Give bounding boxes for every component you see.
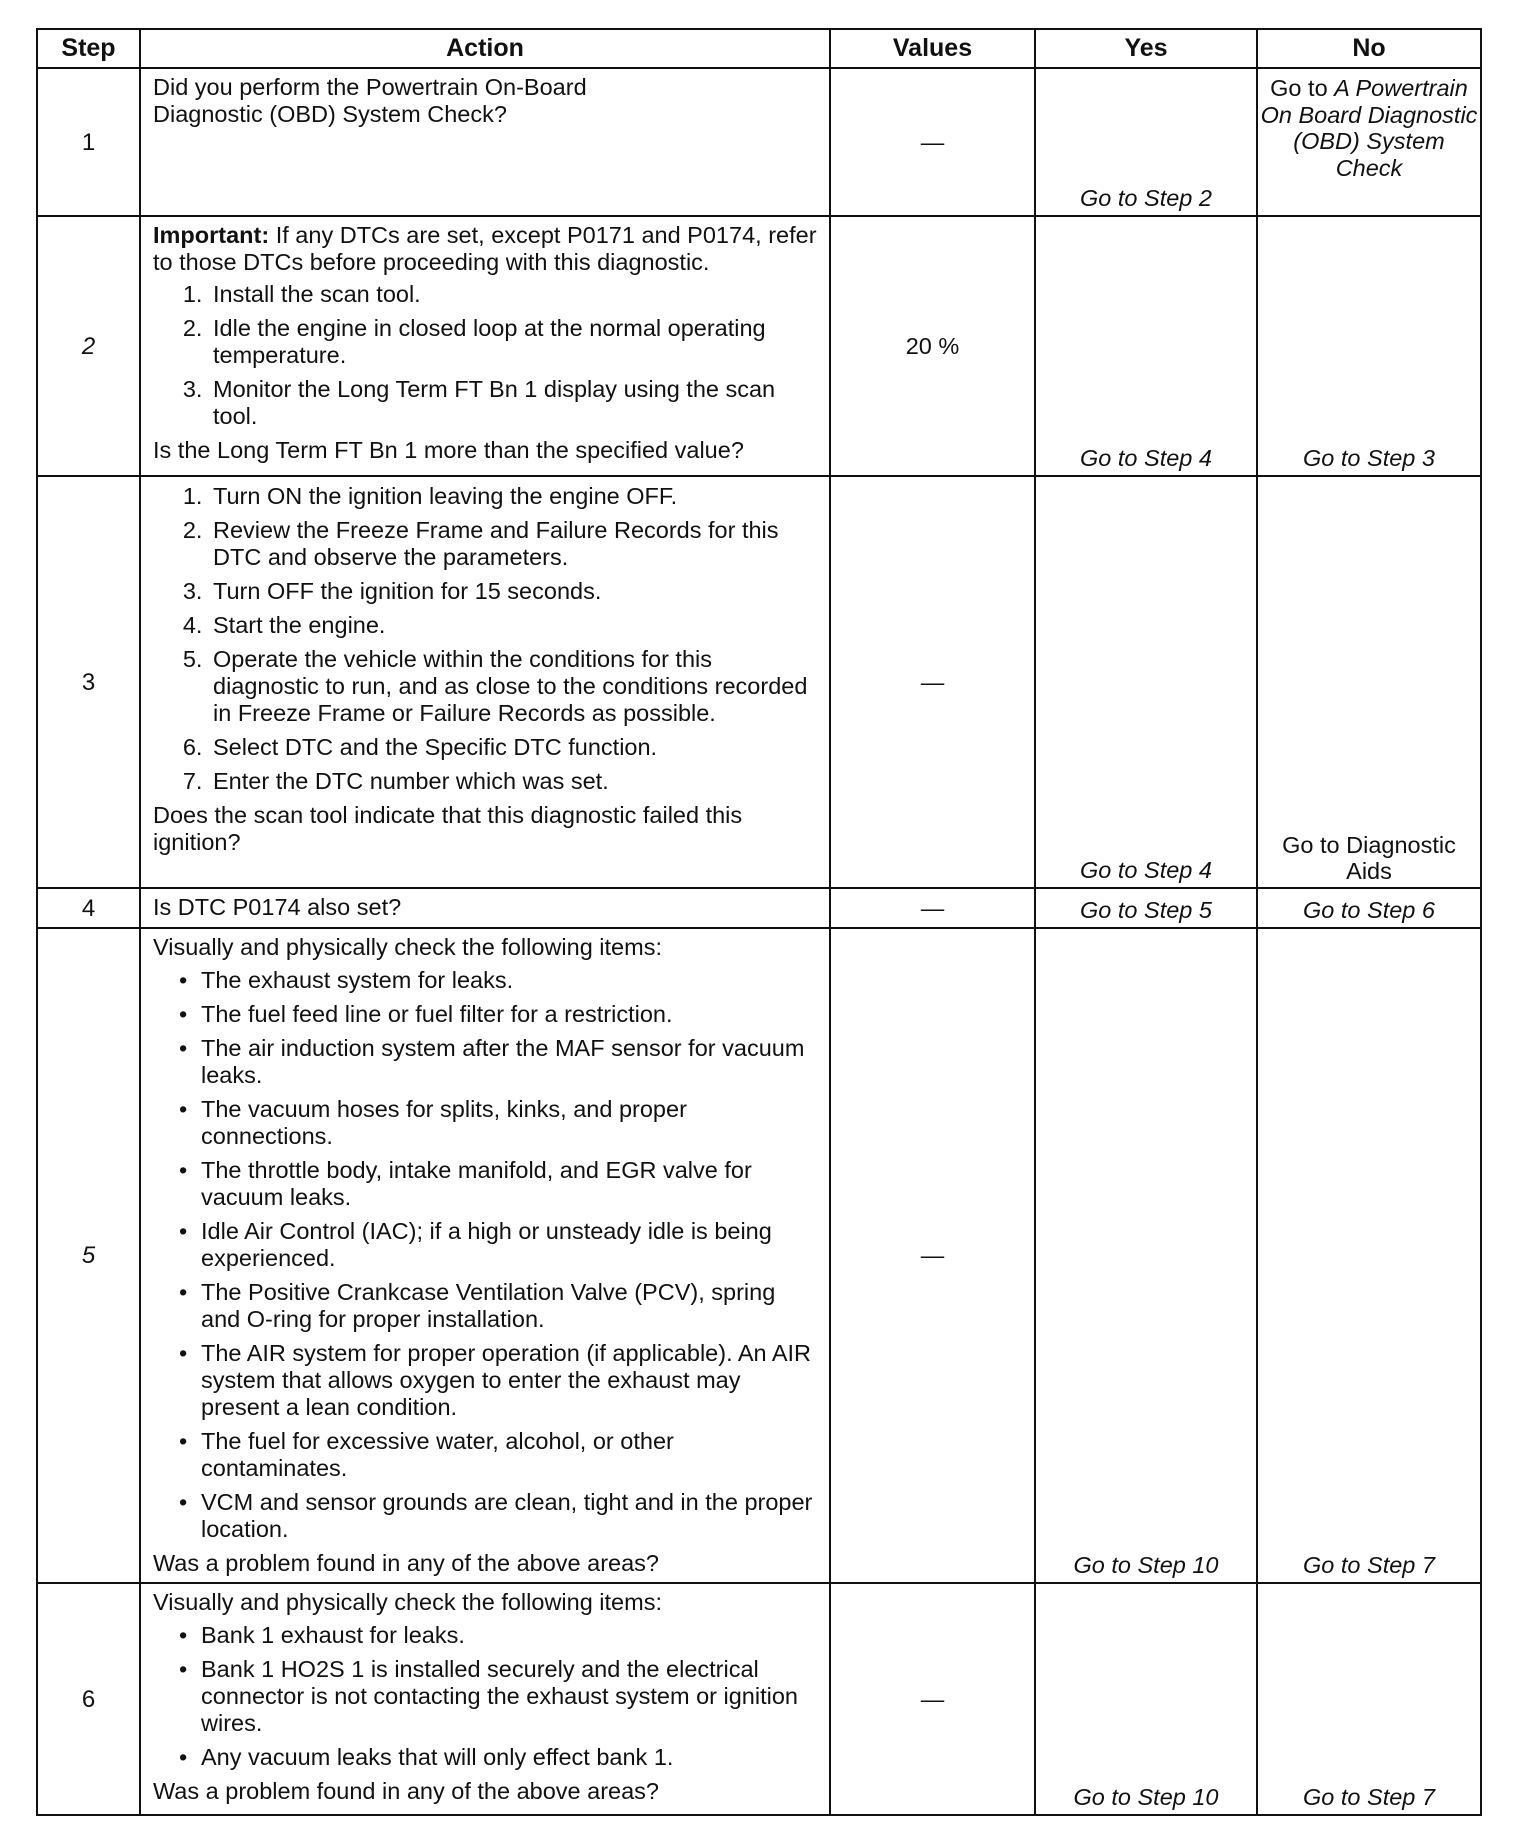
diagnostic-table [36, 28, 1482, 1816]
no-cell: Go to Diagnostic Aids [1257, 476, 1481, 888]
yes-cell: Go to Step 2 [1035, 68, 1257, 216]
list-item: • The air induction system after the MAF sensor for vacuum leaks. [201, 1035, 819, 1089]
list-item: • Idle Air Control (IAC); if a high or unsteady idle is being experienced. [201, 1218, 819, 1272]
important-note [153, 222, 819, 276]
action-cell [140, 476, 830, 888]
list-item: • The fuel for excessive water, alcohol, or other contaminates. [201, 1428, 819, 1482]
list-item: 3. Monitor the Long Term FT Bn 1 display using the scan tool. [209, 376, 819, 430]
no-cell: Go to Step 3 [1257, 216, 1481, 476]
no-prefix: Go to [1270, 75, 1335, 101]
important-text: If any DTCs are set, except P0171 and P0174, refer to those DTCs before proceeding with this diagnostic. [153, 222, 817, 275]
step-list [153, 483, 819, 795]
action-cell [140, 1583, 830, 1815]
no-cell: Go to Step 7 [1257, 928, 1481, 1583]
header-action: Action [140, 29, 830, 68]
list-item: • The vacuum hoses for splits, kinks, and proper connections. [201, 1096, 819, 1150]
step-list [153, 281, 819, 430]
table-row [37, 888, 1481, 928]
yes-cell: Go to Step 4 [1035, 476, 1257, 888]
header-step: Step [37, 29, 140, 68]
list-item: 4. Start the engine. [209, 612, 819, 639]
values-cell: 20 % [830, 216, 1035, 476]
list-item: • The Positive Crankcase Ventilation Valve (PCV), spring and O-ring for proper installation. [201, 1279, 819, 1333]
step-number: 5 [37, 928, 140, 1583]
header-row [37, 29, 1481, 68]
no-cell [1257, 68, 1481, 216]
important-label: Important: [153, 222, 270, 248]
table-row [37, 216, 1481, 476]
list-item: • The AIR system for proper operation (if applicable). An AIR system that allows oxygen to enter the exhaust may present a lean condition. [201, 1340, 819, 1421]
list-item: 6. Select DTC and the Specific DTC function. [209, 734, 819, 761]
table-row [37, 1583, 1481, 1815]
question: Is the Long Term FT Bn 1 more than the specified value? [153, 437, 744, 463]
bullet-list [153, 967, 819, 1543]
list-item: • Any vacuum leaks that will only effect bank 1. [201, 1744, 819, 1771]
header-yes: Yes [1035, 29, 1257, 68]
bullet-list [153, 1622, 819, 1771]
list-item: • Bank 1 HO2S 1 is installed securely and the electrical connector is not contacting the exhaust system or ignition wires. [201, 1656, 819, 1737]
values-cell: — [830, 68, 1035, 216]
list-item: 2. Review the Freeze Frame and Failure Records for this DTC and observe the parameters. [209, 517, 819, 571]
list-item: • Bank 1 exhaust for leaks. [201, 1622, 819, 1649]
yes-cell: Go to Step 10 [1035, 1583, 1257, 1815]
list-item: 2. Idle the engine in closed loop at the normal operating temperature. [209, 315, 819, 369]
list-item: • The throttle body, intake manifold, and EGR valve for vacuum leaks. [201, 1157, 819, 1211]
list-item: • The fuel feed line or fuel filter for a restriction. [201, 1001, 819, 1028]
list-item: 1. Install the scan tool. [209, 281, 819, 308]
yes-cell: Go to Step 10 [1035, 928, 1257, 1583]
step-number: 3 [37, 476, 140, 888]
action-intro: Visually and physically check the following items: [153, 934, 662, 960]
no-cell: Go to Step 7 [1257, 1583, 1481, 1815]
table-row [37, 68, 1481, 216]
action-intro: Visually and physically check the following items: [153, 1589, 662, 1615]
table-row [37, 928, 1481, 1583]
action-text: Is DTC P0174 also set? [153, 894, 402, 920]
list-item: 1. Turn ON the ignition leaving the engine OFF. [209, 483, 819, 510]
question: Does the scan tool indicate that this diagnostic failed this ignition? [153, 802, 743, 855]
table-row [37, 476, 1481, 888]
step-number: 6 [37, 1583, 140, 1815]
no-cell: Go to Step 6 [1257, 888, 1481, 928]
step-number: 2 [37, 216, 140, 476]
values-cell: — [830, 888, 1035, 928]
action-cell [140, 928, 830, 1583]
no-link: A Powertrain On Board Diagnostic (OBD) System Check [1260, 75, 1478, 181]
yes-cell: Go to Step 4 [1035, 216, 1257, 476]
action-cell [140, 68, 830, 216]
list-item: 5. Operate the vehicle within the conditions for this diagnostic to run, and as close to the conditions recorded in Freeze Frame or Failure Records as possible. [209, 646, 819, 727]
list-item: 7. Enter the DTC number which was set. [209, 768, 819, 795]
action-cell [140, 216, 830, 476]
list-item: 3. Turn OFF the ignition for 15 seconds. [209, 578, 819, 605]
yes-cell: Go to Step 5 [1035, 888, 1257, 928]
step-number: 1 [37, 68, 140, 216]
step-number: 4 [37, 888, 140, 928]
header-values: Values [830, 29, 1035, 68]
header-no: No [1257, 29, 1481, 68]
question: Was a problem found in any of the above areas? [153, 1550, 659, 1576]
values-cell: — [830, 1583, 1035, 1815]
list-item: • VCM and sensor grounds are clean, tight and in the proper location. [201, 1489, 819, 1543]
action-cell [140, 888, 830, 928]
question: Was a problem found in any of the above areas? [153, 1778, 659, 1804]
values-cell: — [830, 928, 1035, 1583]
list-item: • The exhaust system for leaks. [201, 967, 819, 994]
values-cell: — [830, 476, 1035, 888]
action-text: Did you perform the Powertrain On-Board Diagnostic (OBD) System Check? [153, 74, 587, 127]
